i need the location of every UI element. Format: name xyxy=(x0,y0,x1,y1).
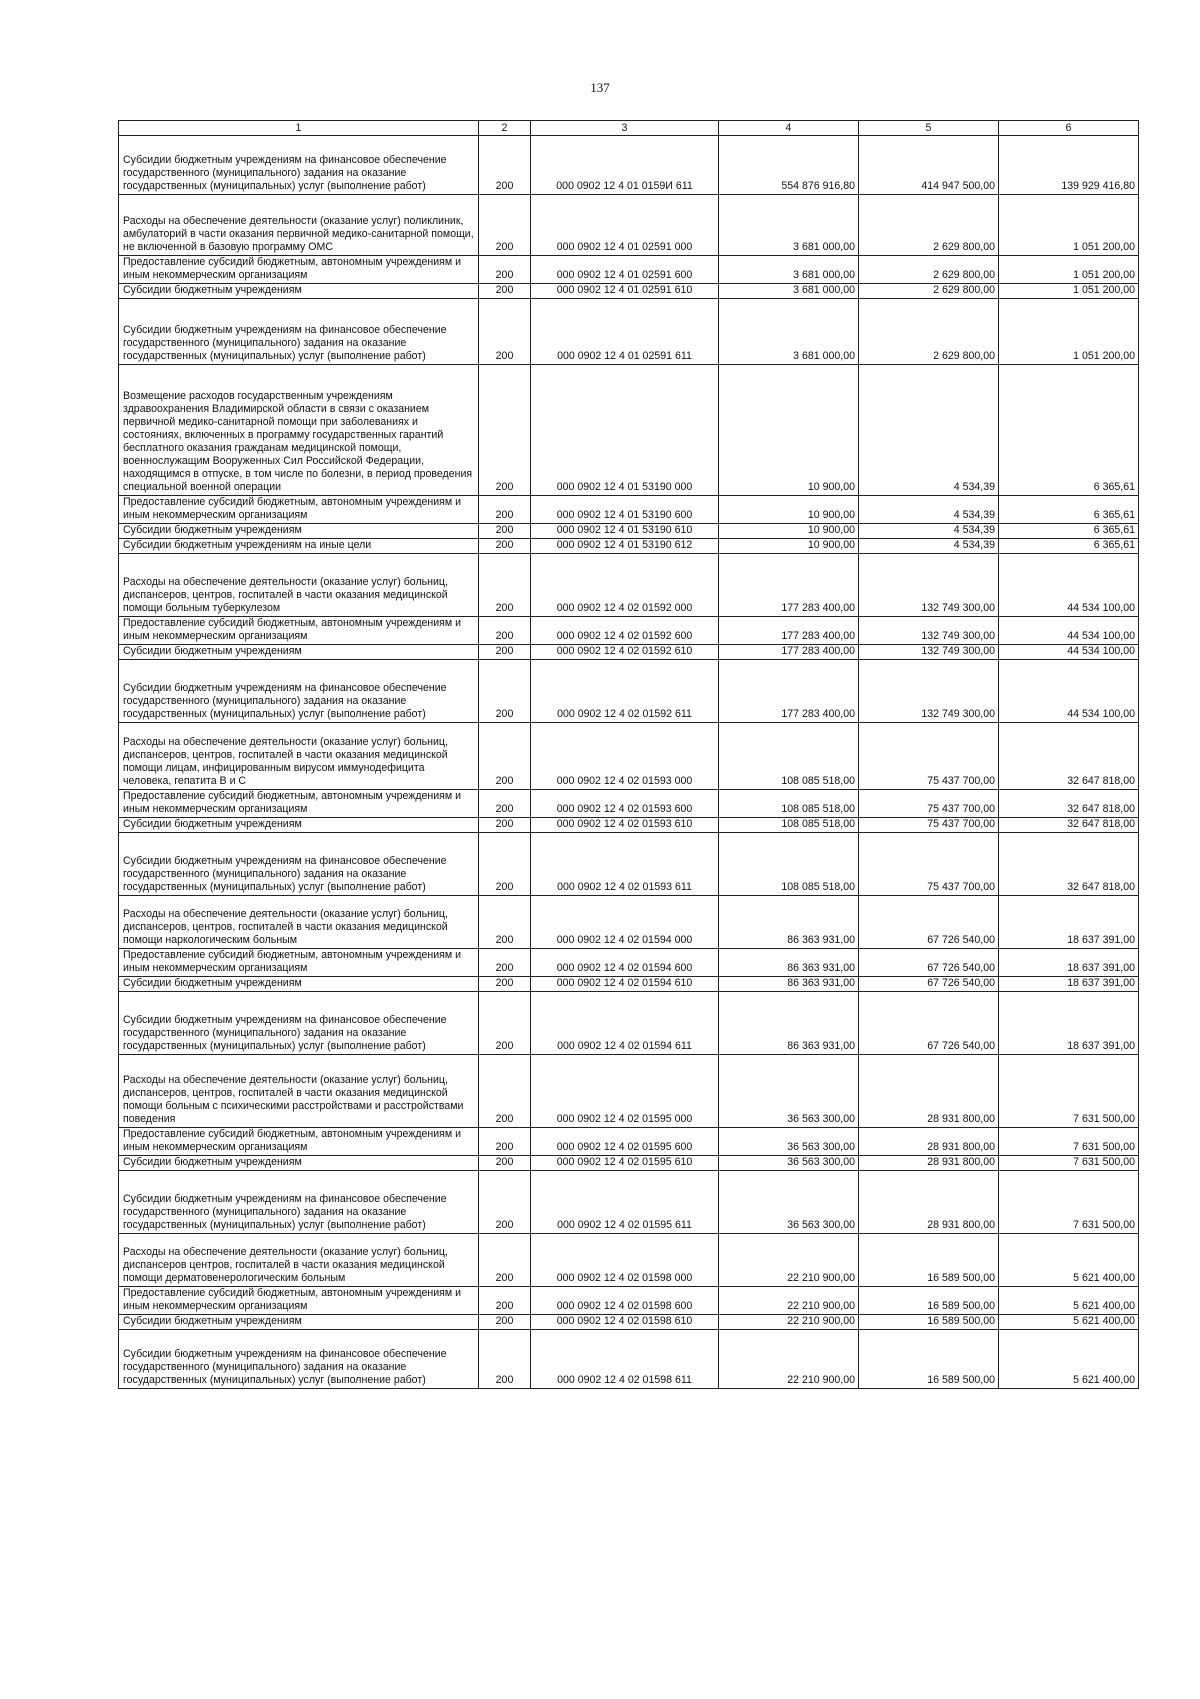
row-value-col6: 7 631 500,00 xyxy=(999,1156,1139,1171)
row-value-col6: 18 637 391,00 xyxy=(999,977,1139,992)
row-value-col6: 18 637 391,00 xyxy=(999,992,1139,1055)
budget-table xyxy=(118,120,1139,1389)
row-value-col5: 67 726 540,00 xyxy=(859,992,999,1055)
row-value-col6: 18 637 391,00 xyxy=(999,949,1139,977)
row-value-col5: 75 437 700,00 xyxy=(859,833,999,896)
table-row xyxy=(119,1315,1139,1330)
row-budget-code: 000 0902 12 4 02 01593 611 xyxy=(531,833,719,896)
row-admin-code: 200 xyxy=(479,299,531,365)
row-name: Субсидии бюджетным учреждениям на финансовое обеспечение государственного (муниципального) задания на оказание государственных (муниципальных) услуг (выполнение работ) xyxy=(119,992,479,1055)
row-value-col4: 177 283 400,00 xyxy=(719,660,859,723)
row-value-col6: 7 631 500,00 xyxy=(999,1128,1139,1156)
table-row xyxy=(119,256,1139,284)
row-admin-code: 200 xyxy=(479,195,531,256)
row-value-col6: 6 365,61 xyxy=(999,365,1139,496)
row-name: Расходы на обеспечение деятельности (оказание услуг) больниц, диспансеров, центров, госпиталей в части оказания медицинской помощи больным туберкулезом xyxy=(119,554,479,617)
table-row xyxy=(119,554,1139,617)
row-admin-code: 200 xyxy=(479,790,531,818)
row-budget-code: 000 0902 12 4 01 02591 610 xyxy=(531,284,719,299)
row-admin-code: 200 xyxy=(479,539,531,554)
row-name: Расходы на обеспечение деятельности (оказание услуг) больниц, диспансеров, центров, госпиталей в части оказания медицинской помощи наркологическим больным xyxy=(119,896,479,949)
row-budget-code: 000 0902 12 4 02 01595 600 xyxy=(531,1128,719,1156)
row-value-col4: 108 085 518,00 xyxy=(719,833,859,896)
row-admin-code: 200 xyxy=(479,1287,531,1315)
row-value-col6: 32 647 818,00 xyxy=(999,790,1139,818)
table-row xyxy=(119,977,1139,992)
row-value-col6: 44 534 100,00 xyxy=(999,554,1139,617)
row-value-col5: 67 726 540,00 xyxy=(859,977,999,992)
row-budget-code: 000 0902 12 4 02 01595 610 xyxy=(531,1156,719,1171)
row-budget-code: 000 0902 12 4 02 01592 600 xyxy=(531,617,719,645)
row-admin-code: 200 xyxy=(479,1234,531,1287)
row-budget-code: 000 0902 12 4 01 02591 611 xyxy=(531,299,719,365)
row-value-col4: 108 085 518,00 xyxy=(719,790,859,818)
row-value-col5: 67 726 540,00 xyxy=(859,896,999,949)
row-value-col4: 3 681 000,00 xyxy=(719,256,859,284)
table-row xyxy=(119,539,1139,554)
row-value-col6: 44 534 100,00 xyxy=(999,645,1139,660)
row-value-col4: 3 681 000,00 xyxy=(719,195,859,256)
row-name: Расходы на обеспечение деятельности (оказание услуг) больниц, диспансеров, центров, госпиталей в части оказания медицинской помощи больным с психическими расстройствами и расстройствами поведения xyxy=(119,1055,479,1128)
row-budget-code: 000 0902 12 4 02 01592 000 xyxy=(531,554,719,617)
row-value-col6: 1 051 200,00 xyxy=(999,256,1139,284)
row-budget-code: 000 0902 12 4 02 01595 611 xyxy=(531,1171,719,1234)
row-value-col5: 2 629 800,00 xyxy=(859,299,999,365)
row-value-col4: 22 210 900,00 xyxy=(719,1315,859,1330)
table-row xyxy=(119,992,1139,1055)
row-admin-code: 200 xyxy=(479,660,531,723)
row-value-col6: 6 365,61 xyxy=(999,496,1139,524)
row-admin-code: 200 xyxy=(479,524,531,539)
row-value-col4: 36 563 300,00 xyxy=(719,1055,859,1128)
row-admin-code: 200 xyxy=(479,992,531,1055)
table-header xyxy=(119,121,1139,136)
row-value-col4: 10 900,00 xyxy=(719,365,859,496)
row-name: Субсидии бюджетным учреждениям на финансовое обеспечение государственного (муниципального) задания на оказание государственных (муниципальных) услуг (выполнение работ) xyxy=(119,299,479,365)
row-value-col4: 22 210 900,00 xyxy=(719,1330,859,1389)
row-value-col4: 36 563 300,00 xyxy=(719,1156,859,1171)
row-value-col6: 139 929 416,80 xyxy=(999,136,1139,195)
row-budget-code: 000 0902 12 4 02 01592 610 xyxy=(531,645,719,660)
table-row xyxy=(119,1156,1139,1171)
row-name: Субсидии бюджетным учреждениям xyxy=(119,818,479,833)
row-budget-code: 000 0902 12 4 02 01598 600 xyxy=(531,1287,719,1315)
row-value-col5: 4 534,39 xyxy=(859,539,999,554)
row-value-col4: 554 876 916,80 xyxy=(719,136,859,195)
row-value-col4: 86 363 931,00 xyxy=(719,896,859,949)
row-value-col4: 86 363 931,00 xyxy=(719,949,859,977)
row-name: Предоставление субсидий бюджетным, автономным учреждениям и иным некоммерческим организациям xyxy=(119,256,479,284)
row-value-col6: 1 051 200,00 xyxy=(999,284,1139,299)
row-admin-code: 200 xyxy=(479,256,531,284)
page-number: 137 xyxy=(590,80,610,95)
row-value-col4: 3 681 000,00 xyxy=(719,299,859,365)
row-value-col5: 4 534,39 xyxy=(859,365,999,496)
row-value-col5: 4 534,39 xyxy=(859,496,999,524)
row-name: Субсидии бюджетным учреждениям xyxy=(119,977,479,992)
header-row xyxy=(119,121,1139,136)
row-budget-code: 000 0902 12 4 02 01598 610 xyxy=(531,1315,719,1330)
row-budget-code: 000 0902 12 4 02 01594 611 xyxy=(531,992,719,1055)
row-value-col6: 7 631 500,00 xyxy=(999,1171,1139,1234)
row-name: Расходы на обеспечение деятельности (оказание услуг) больниц, диспансеров, центров, госпиталей в части оказания медицинской помощи лицам, инфицированным вирусом иммунодефицита человека, гепатита В и С xyxy=(119,723,479,790)
row-name: Предоставление субсидий бюджетным, автономным учреждениям и иным некоммерческим организациям xyxy=(119,1287,479,1315)
row-value-col5: 414 947 500,00 xyxy=(859,136,999,195)
row-value-col6: 44 534 100,00 xyxy=(999,660,1139,723)
row-value-col5: 28 931 800,00 xyxy=(859,1171,999,1234)
row-budget-code: 000 0902 12 4 01 53190 000 xyxy=(531,365,719,496)
row-name: Предоставление субсидий бюджетным, автономным учреждениям и иным некоммерческим организациям xyxy=(119,790,479,818)
row-name: Субсидии бюджетным учреждениям на финансовое обеспечение государственного (муниципального) задания на оказание государственных (муниципальных) услуг (выполнение работ) xyxy=(119,1171,479,1234)
table-row xyxy=(119,496,1139,524)
table-row xyxy=(119,1330,1139,1389)
row-name: Предоставление субсидий бюджетным, автономным учреждениям и иным некоммерческим организациям xyxy=(119,617,479,645)
row-budget-code: 000 0902 12 4 01 0159И 611 xyxy=(531,136,719,195)
table-row xyxy=(119,617,1139,645)
row-name: Субсидии бюджетным учреждениям на финансовое обеспечение государственного (муниципального) задания на оказание государственных (муниципальных) услуг (выполнение работ) xyxy=(119,833,479,896)
row-value-col6: 32 647 818,00 xyxy=(999,833,1139,896)
table-row xyxy=(119,1128,1139,1156)
row-value-col4: 36 563 300,00 xyxy=(719,1128,859,1156)
row-name: Субсидии бюджетным учреждениям на финансовое обеспечение государственного (муниципального) задания на оказание государственных (муниципальных) услуг (выполнение работ) xyxy=(119,1330,479,1389)
row-budget-code: 000 0902 12 4 02 01594 610 xyxy=(531,977,719,992)
row-value-col4: 177 283 400,00 xyxy=(719,617,859,645)
row-value-col5: 67 726 540,00 xyxy=(859,949,999,977)
column-header-2: 2 xyxy=(479,121,531,136)
row-name: Субсидии бюджетным учреждениям на финансовое обеспечение государственного (муниципального) задания на оказание государственных (муниципальных) услуг (выполнение работ) xyxy=(119,660,479,723)
row-admin-code: 200 xyxy=(479,833,531,896)
row-value-col4: 3 681 000,00 xyxy=(719,284,859,299)
row-value-col6: 1 051 200,00 xyxy=(999,299,1139,365)
row-value-col6: 5 621 400,00 xyxy=(999,1330,1139,1389)
row-value-col6: 1 051 200,00 xyxy=(999,195,1139,256)
table-row xyxy=(119,365,1139,496)
table-row xyxy=(119,136,1139,195)
table-row xyxy=(119,790,1139,818)
row-name: Субсидии бюджетным учреждениям на иные цели xyxy=(119,539,479,554)
row-name: Предоставление субсидий бюджетным, автономным учреждениям и иным некоммерческим организациям xyxy=(119,496,479,524)
row-value-col5: 75 437 700,00 xyxy=(859,790,999,818)
row-name: Возмещение расходов государственным учреждениям здравоохранения Владимирской области в связи с оказанием первичной медико-санитарной помощи при заболеваниях и состояниях, включенных в программу государственных гарантий бесплатного оказания гражданам медицинской помощи, военнослужащим Вооруженных Сил Российской Федерации, находящимся в отпуске, в том числе по болезни, в период проведения специальной военной операции xyxy=(119,365,479,496)
table-row xyxy=(119,645,1139,660)
row-value-col4: 108 085 518,00 xyxy=(719,818,859,833)
row-value-col5: 2 629 800,00 xyxy=(859,284,999,299)
row-admin-code: 200 xyxy=(479,645,531,660)
row-value-col5: 132 749 300,00 xyxy=(859,660,999,723)
row-admin-code: 200 xyxy=(479,365,531,496)
table-row xyxy=(119,284,1139,299)
row-value-col6: 44 534 100,00 xyxy=(999,617,1139,645)
table-row xyxy=(119,1234,1139,1287)
row-value-col6: 32 647 818,00 xyxy=(999,818,1139,833)
table-row xyxy=(119,818,1139,833)
row-value-col4: 10 900,00 xyxy=(719,524,859,539)
row-admin-code: 200 xyxy=(479,1315,531,1330)
row-name: Субсидии бюджетным учреждениям xyxy=(119,1315,479,1330)
row-value-col6: 6 365,61 xyxy=(999,539,1139,554)
row-budget-code: 000 0902 12 4 01 53190 610 xyxy=(531,524,719,539)
table-row xyxy=(119,833,1139,896)
table-row xyxy=(119,949,1139,977)
row-value-col5: 28 931 800,00 xyxy=(859,1128,999,1156)
row-name: Расходы на обеспечение деятельности (оказание услуг) поликлиник, амбулаторий в части оказания первичной медико-санитарной помощи, не включенной в базовую программу ОМС xyxy=(119,195,479,256)
row-admin-code: 200 xyxy=(479,1156,531,1171)
row-value-col4: 10 900,00 xyxy=(719,539,859,554)
row-value-col5: 16 589 500,00 xyxy=(859,1330,999,1389)
row-value-col4: 177 283 400,00 xyxy=(719,645,859,660)
column-header-1: 1 xyxy=(119,121,479,136)
row-name: Субсидии бюджетным учреждениям xyxy=(119,645,479,660)
row-value-col5: 16 589 500,00 xyxy=(859,1287,999,1315)
row-budget-code: 000 0902 12 4 02 01598 000 xyxy=(531,1234,719,1287)
row-admin-code: 200 xyxy=(479,818,531,833)
row-value-col4: 108 085 518,00 xyxy=(719,723,859,790)
row-admin-code: 200 xyxy=(479,1128,531,1156)
row-name: Расходы на обеспечение деятельности (оказание услуг) больниц, диспансеров центров, госпиталей в части оказания медицинской помощи дерматовенерологическим больным xyxy=(119,1234,479,1287)
table-row xyxy=(119,299,1139,365)
row-value-col4: 22 210 900,00 xyxy=(719,1287,859,1315)
row-value-col6: 5 621 400,00 xyxy=(999,1315,1139,1330)
row-value-col5: 75 437 700,00 xyxy=(859,723,999,790)
row-budget-code: 000 0902 12 4 02 01593 000 xyxy=(531,723,719,790)
row-admin-code: 200 xyxy=(479,554,531,617)
row-admin-code: 200 xyxy=(479,1055,531,1128)
row-name: Предоставление субсидий бюджетным, автономным учреждениям и иным некоммерческим организациям xyxy=(119,1128,479,1156)
row-value-col6: 18 637 391,00 xyxy=(999,896,1139,949)
column-header-3: 3 xyxy=(531,121,719,136)
row-value-col5: 28 931 800,00 xyxy=(859,1156,999,1171)
row-name: Предоставление субсидий бюджетным, автономным учреждениям и иным некоммерческим организациям xyxy=(119,949,479,977)
row-budget-code: 000 0902 12 4 02 01598 611 xyxy=(531,1330,719,1389)
row-admin-code: 200 xyxy=(479,1330,531,1389)
column-header-4: 4 xyxy=(719,121,859,136)
row-value-col6: 7 631 500,00 xyxy=(999,1055,1139,1128)
row-admin-code: 200 xyxy=(479,136,531,195)
row-name: Субсидии бюджетным учреждениям xyxy=(119,1156,479,1171)
row-budget-code: 000 0902 12 4 02 01593 600 xyxy=(531,790,719,818)
row-value-col4: 36 563 300,00 xyxy=(719,1171,859,1234)
row-name: Субсидии бюджетным учреждениям xyxy=(119,284,479,299)
row-budget-code: 000 0902 12 4 02 01594 000 xyxy=(531,896,719,949)
row-value-col5: 2 629 800,00 xyxy=(859,195,999,256)
row-admin-code: 200 xyxy=(479,284,531,299)
row-name: Субсидии бюджетным учреждениям xyxy=(119,524,479,539)
row-budget-code: 000 0902 12 4 01 02591 000 xyxy=(531,195,719,256)
row-value-col6: 5 621 400,00 xyxy=(999,1287,1139,1315)
row-admin-code: 200 xyxy=(479,896,531,949)
table-row xyxy=(119,524,1139,539)
row-value-col5: 2 629 800,00 xyxy=(859,256,999,284)
row-name: Субсидии бюджетным учреждениям на финансовое обеспечение государственного (муниципального) задания на оказание государственных (муниципальных) услуг (выполнение работ) xyxy=(119,136,479,195)
column-header-5: 5 xyxy=(859,121,999,136)
row-budget-code: 000 0902 12 4 02 01595 000 xyxy=(531,1055,719,1128)
row-value-col5: 75 437 700,00 xyxy=(859,818,999,833)
row-value-col5: 132 749 300,00 xyxy=(859,645,999,660)
row-value-col4: 10 900,00 xyxy=(719,496,859,524)
row-value-col6: 6 365,61 xyxy=(999,524,1139,539)
row-admin-code: 200 xyxy=(479,496,531,524)
row-value-col5: 132 749 300,00 xyxy=(859,554,999,617)
row-budget-code: 000 0902 12 4 02 01592 611 xyxy=(531,660,719,723)
table-row xyxy=(119,195,1139,256)
table-row xyxy=(119,723,1139,790)
row-admin-code: 200 xyxy=(479,977,531,992)
row-budget-code: 000 0902 12 4 02 01594 600 xyxy=(531,949,719,977)
row-value-col6: 5 621 400,00 xyxy=(999,1234,1139,1287)
row-value-col5: 28 931 800,00 xyxy=(859,1055,999,1128)
row-admin-code: 200 xyxy=(479,617,531,645)
row-budget-code: 000 0902 12 4 01 53190 600 xyxy=(531,496,719,524)
row-value-col4: 86 363 931,00 xyxy=(719,977,859,992)
row-budget-code: 000 0902 12 4 01 53190 612 xyxy=(531,539,719,554)
row-value-col5: 16 589 500,00 xyxy=(859,1234,999,1287)
row-admin-code: 200 xyxy=(479,949,531,977)
row-budget-code: 000 0902 12 4 01 02591 600 xyxy=(531,256,719,284)
row-value-col5: 132 749 300,00 xyxy=(859,617,999,645)
table-body xyxy=(119,136,1139,1389)
table-row xyxy=(119,896,1139,949)
row-value-col6: 32 647 818,00 xyxy=(999,723,1139,790)
row-value-col5: 4 534,39 xyxy=(859,524,999,539)
row-value-col4: 22 210 900,00 xyxy=(719,1234,859,1287)
row-admin-code: 200 xyxy=(479,723,531,790)
table-row xyxy=(119,1171,1139,1234)
row-value-col4: 86 363 931,00 xyxy=(719,992,859,1055)
row-value-col4: 177 283 400,00 xyxy=(719,554,859,617)
table-row xyxy=(119,1287,1139,1315)
column-header-6: 6 xyxy=(999,121,1139,136)
table-row xyxy=(119,660,1139,723)
row-value-col5: 16 589 500,00 xyxy=(859,1315,999,1330)
row-admin-code: 200 xyxy=(479,1171,531,1234)
table-row xyxy=(119,1055,1139,1128)
row-budget-code: 000 0902 12 4 02 01593 610 xyxy=(531,818,719,833)
